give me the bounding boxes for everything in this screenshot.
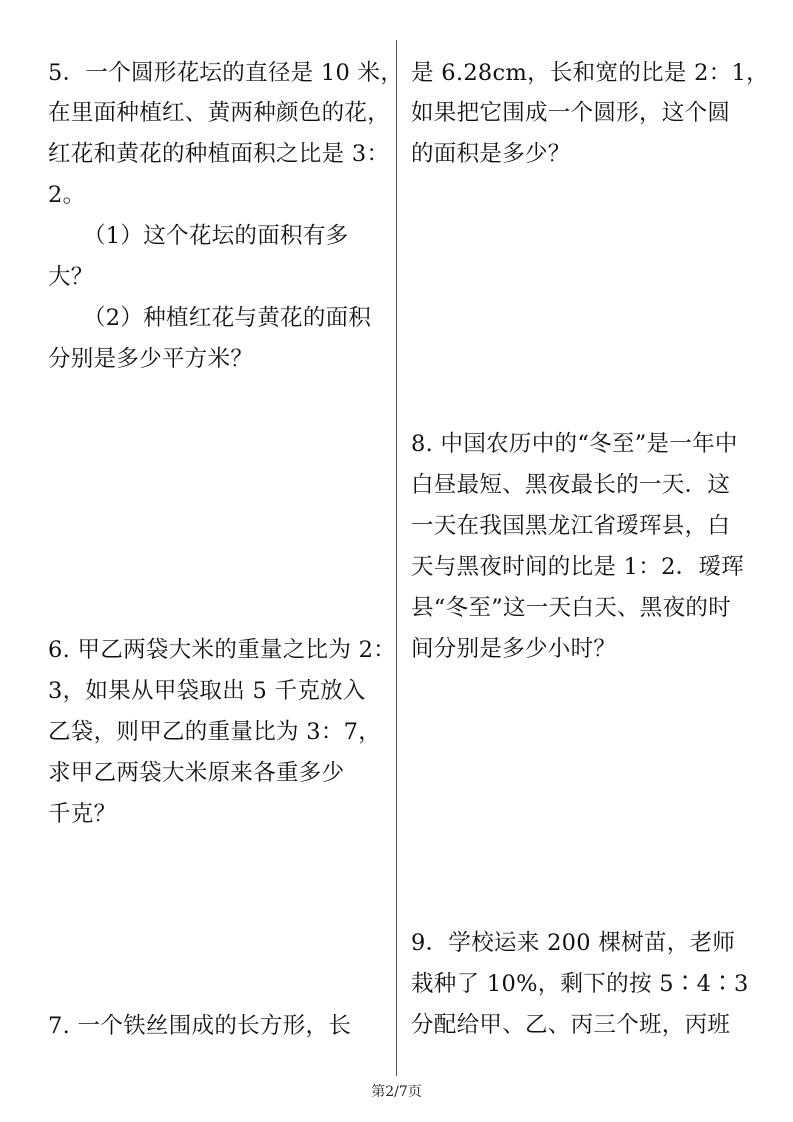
- question-7-line: 7. 一个铁丝围成的长方形，长: [48, 1013, 352, 1039]
- question-8-line: 8. 中国农历中的“冬至”是一年中: [411, 431, 738, 457]
- question-8-line: 天与黑夜时间的比是 1：2．瑷珲: [411, 554, 745, 580]
- question-5-sub-2: （2）种植红花与黄花的面积: [83, 305, 372, 331]
- question-8-line: 白昼最短、黑夜最长的一天．这: [411, 472, 731, 498]
- question-6-line: 3，如果从甲袋取出 5 千克放入: [48, 678, 366, 704]
- question-5-line: 红花和黄花的种植面积之比是 3：: [48, 141, 390, 167]
- question-8-line: 间分别是多少小时？: [411, 636, 617, 662]
- column-divider: [396, 40, 397, 1076]
- question-7-line: 如果把它围成一个圆形，这个圆: [411, 100, 731, 126]
- question-8-line: 县“冬至”这一天白天、黑夜的时: [411, 595, 732, 621]
- question-7-line: 是 6.28cm，长和宽的比是 2：1，: [411, 60, 769, 86]
- question-5-line: 在里面种植红、黄两种颜色的花，: [48, 100, 391, 126]
- page-number: 第2/7页: [371, 1084, 422, 1100]
- question-9-line: 分配给甲、乙、丙三个班，丙班: [411, 1012, 731, 1038]
- question-6-line: 求甲乙两袋大米原来各重多少: [48, 760, 345, 786]
- question-5-line: 5．一个圆形花坛的直径是 10 米，: [48, 60, 404, 86]
- question-5-line: 2。: [48, 182, 86, 208]
- question-9-line: 9．学校运来 200 棵树苗，老师: [411, 930, 736, 956]
- question-5-sub-1: 大？: [48, 264, 94, 290]
- question-5-sub-2: 分别是多少平方米？: [48, 346, 254, 372]
- question-6-line: 千克？: [48, 801, 117, 827]
- question-8-line: 一天在我国黑龙江省瑷珲县，白: [411, 513, 731, 539]
- question-7-line: 的面积是多少？: [411, 141, 571, 167]
- question-5-sub-1: （1）这个花坛的面积有多: [83, 223, 349, 249]
- question-9-line: 栽种了 10%，剩下的按 5∶4∶3: [411, 971, 749, 997]
- question-6-line: 6. 甲乙两袋大米的重量之比为 2：: [48, 637, 396, 663]
- question-6-line: 乙袋，则甲乙的重量比为 3：7，: [48, 719, 382, 745]
